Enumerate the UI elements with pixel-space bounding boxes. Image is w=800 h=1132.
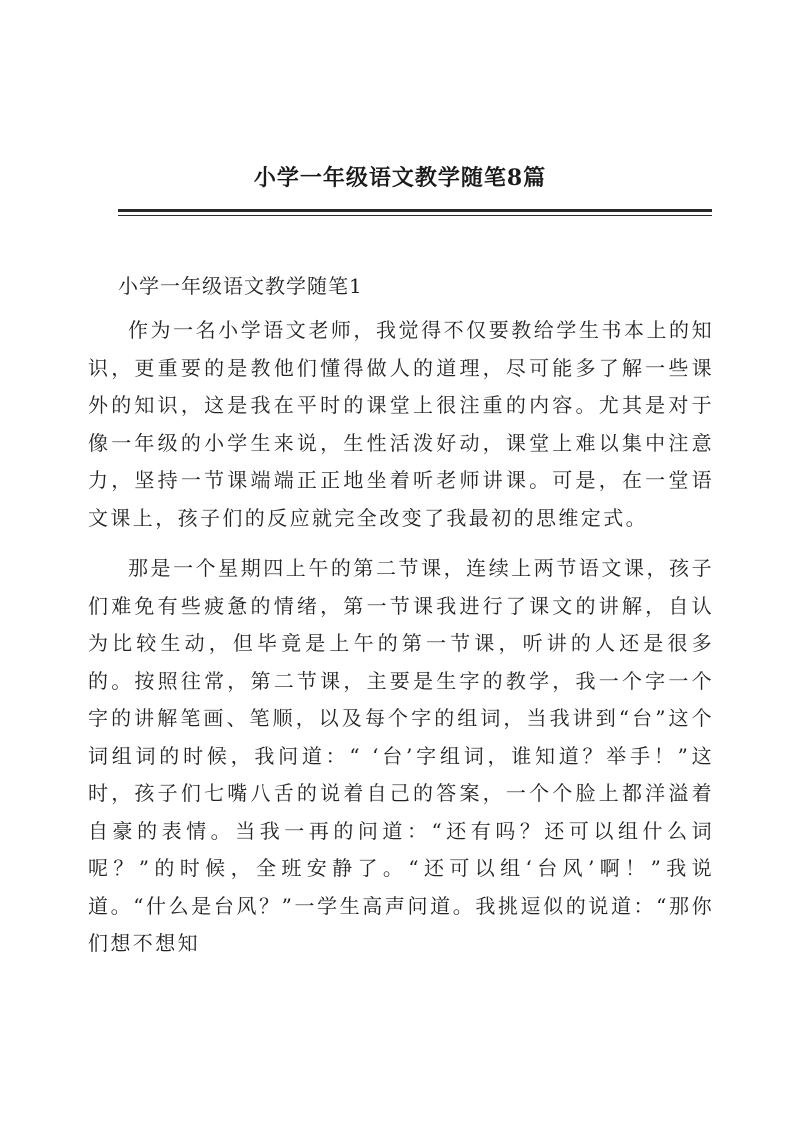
document-title: 小学一年级语文教学随笔8篇	[253, 165, 547, 191]
title-divider-thick	[118, 209, 712, 212]
section-heading: 小学一年级语文教学随笔1	[118, 274, 363, 298]
paragraph-2: 那是一个星期四上午的第二节课，连续上两节语文课，孩子们难免有些疲惫的情绪，第一节课我进行了课文的讲解，自认为比较生动，但毕竟是上午的第一节课，听讲的人还是很多的。按照往常，第二节课，主要是生字的教学，我一个字一个字的讲解笔画、笔顺，以及每个字的组词，当我讲到“台”这个词组词的时候，我问道：“ ‘台’字组词，谁知道？举手！”这时，孩子们七嘴八舌的说着自己的答案，一个个脸上都洋溢着自豪的表情。当我一再的问道：“还有吗？还可以组什么词呢？”的时候，全班安静了。“还可以组‘台风’啊！”我说道。“什么是台风？”一学生高声问道。我挑逗似的说道：“那你们想不想知	[88, 556, 714, 955]
paragraph-1: 作为一名小学语文老师，我觉得不仅要教给学生书本上的知识，更重要的是教他们懂得做人的道理，尽可能多了解一些课外的知识，这是我在平时的课堂上很注重的内容。尤其是对于像一年级的小学生来说，生性活泼好动，课堂上难以集中注意力，坚持一节课端端正正地坐着听老师讲课。可是，在一堂语文课上，孩子们的反应就完全改变了我最初的思维定式。	[88, 318, 714, 530]
body-text	[88, 312, 714, 963]
title-divider-thin	[118, 215, 712, 216]
